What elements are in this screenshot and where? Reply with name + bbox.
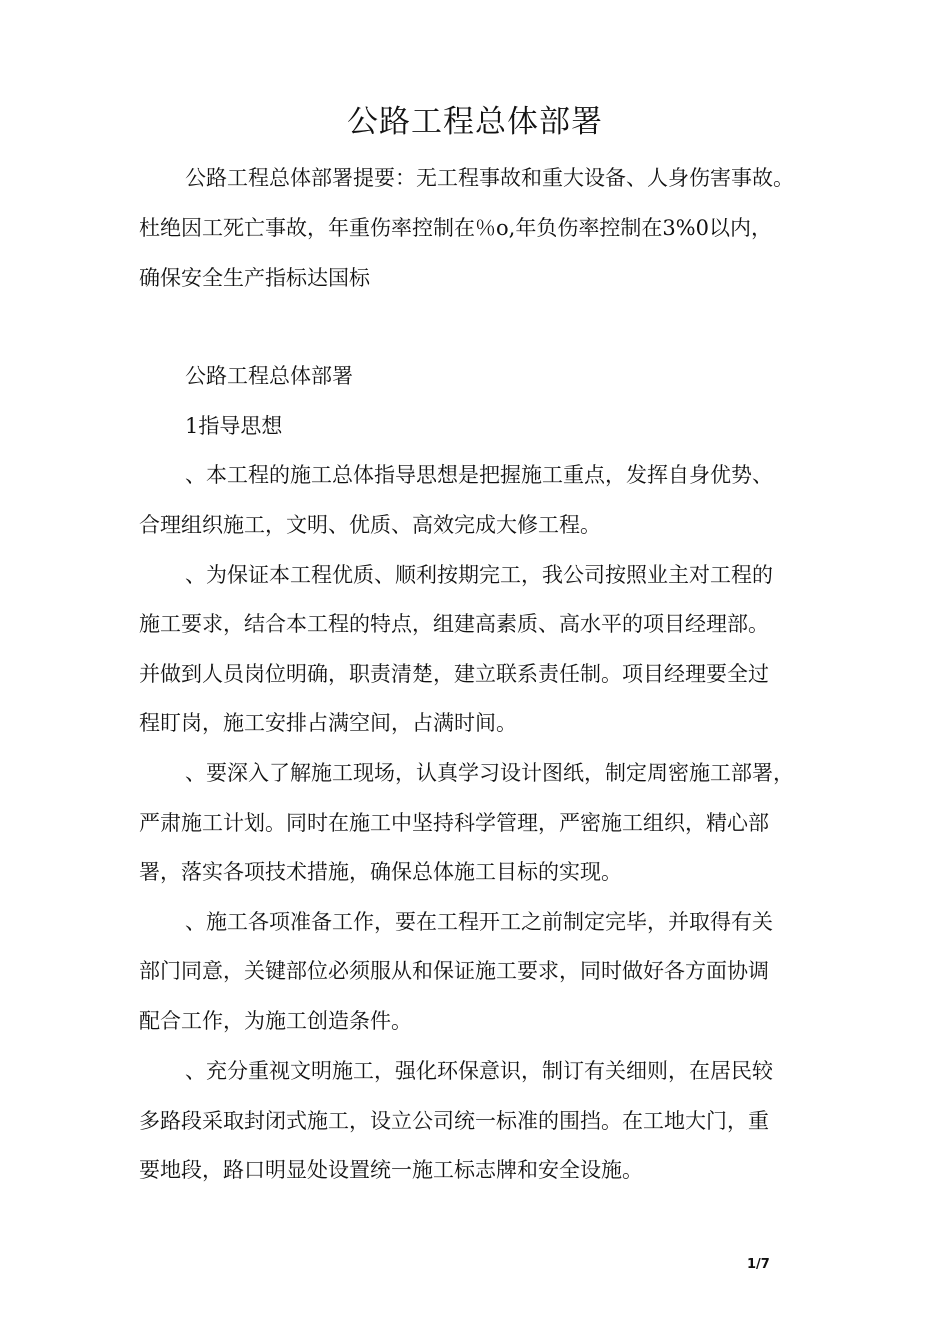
paragraph-line: 合理组织施工，文明、优质、高效完成大修工程。: [139, 513, 601, 537]
subsection-heading: 1指导思想: [185, 414, 283, 438]
paragraph-line: 严肃施工计划。同时在施工中坚持科学管理，严密施工组织，精心部: [139, 811, 769, 835]
paragraph-line: 署，落实各项技术措施，确保总体施工目标的实现。: [139, 860, 622, 884]
summary-line: 确保安全生产指标达国标: [139, 266, 370, 290]
summary-line: 杜绝因工死亡事故，年重伤率控制在％o,年负伤率控制在3%0以内，: [139, 216, 772, 240]
paragraph-line: 、充分重视文明施工，强化环保意识，制订有关细则，在居民较: [185, 1059, 773, 1083]
document-title: 公路工程总体部署: [347, 104, 603, 140]
summary-line: 公路工程总体部署提要：无工程事故和重大设备、人身伤害事故。: [185, 166, 794, 190]
section-heading: 公路工程总体部署: [185, 364, 353, 388]
paragraph-line: 要地段，路口明显处设置统一施工标志牌和安全设施。: [139, 1158, 643, 1182]
page-number: 1/7: [747, 1257, 770, 1272]
paragraph-line: 、施工各项准备工作，要在工程开工之前制定完毕，并取得有关: [185, 910, 773, 934]
paragraph-line: 、为保证本工程优质、顺利按期完工，我公司按照业主对工程的: [185, 563, 773, 587]
paragraph-line: 配合工作，为施工创造条件。: [139, 1009, 412, 1033]
paragraph-line: 、本工程的施工总体指导思想是把握施工重点，发挥自身优势、: [185, 463, 773, 487]
paragraph-line: 、要深入了解施工现场，认真学习设计图纸，制定周密施工部署，: [185, 761, 794, 785]
paragraph-line: 并做到人员岗位明确，职责清楚，建立联系责任制。项目经理要全过: [139, 662, 769, 686]
paragraph-line: 程盯岗，施工安排占满空间，占满时间。: [139, 711, 517, 735]
paragraph-line: 施工要求，结合本工程的特点，组建高素质、高水平的项目经理部。: [139, 612, 769, 636]
paragraph-line: 多路段采取封闭式施工，设立公司统一标准的围挡。在工地大门，重: [139, 1109, 769, 1133]
paragraph-line: 部门同意，关键部位必须服从和保证施工要求，同时做好各方面协调: [139, 959, 769, 983]
